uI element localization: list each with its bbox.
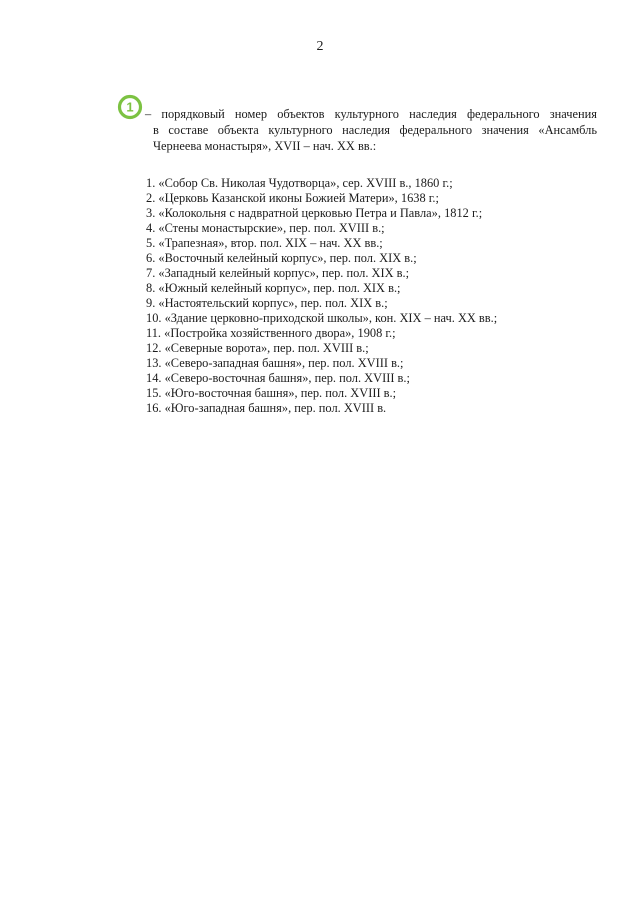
list-item: 6. «Восточный келейный корпус», пер. пол. XIX в.; xyxy=(146,251,417,265)
legend-line: Чернеева монастыря», XVII – нач. XX вв.: xyxy=(153,139,377,153)
legend-line: – порядковый номер объектов культурного наследия федерального значения xyxy=(145,107,597,121)
green-circle-number-icon xyxy=(117,94,143,120)
list-item: 1. «Собор Св. Николая Чудотворца», сер. XVIII в., 1860 г.; xyxy=(146,176,453,190)
list-item: 16. «Юго-западная башня», пер. пол. XVIII в. xyxy=(146,401,387,415)
list-item: 4. «Стены монастырские», пер. пол. XVIII в.; xyxy=(146,221,385,235)
list-item: 14. «Северо-восточная башня», пер. пол. XVIII в.; xyxy=(146,371,410,385)
list-item: 3. «Колокольня с надвратной церковью Петра и Павла», 1812 г.; xyxy=(146,206,483,220)
heritage-objects-list xyxy=(146,176,497,416)
legend-line: в составе объекта культурного наследия федерального значения «Ансамбль xyxy=(153,123,597,137)
list-item: 5. «Трапезная», втор. пол. XIX – нач. XX вв.; xyxy=(146,236,383,250)
list-item: 15. «Юго-восточная башня», пер. пол. XVIII в.; xyxy=(146,386,397,400)
list-item: 9. «Настоятельский корпус», пер. пол. XIX в.; xyxy=(146,296,388,310)
list-item: 7. «Западный келейный корпус», пер. пол. XIX в.; xyxy=(146,266,410,280)
marker-number: 1 xyxy=(126,99,134,115)
marker-legend xyxy=(145,106,597,154)
list-item: 8. «Южный келейный корпус», пер. пол. XIX в.; xyxy=(146,281,401,295)
list-item: 13. «Северо-западная башня», пер. пол. XVIII в.; xyxy=(146,356,404,370)
list-item: 11. «Постройка хозяйственного двора», 1908 г.; xyxy=(146,326,396,340)
list-item: 2. «Церковь Казанской иконы Божией Матери», 1638 г.; xyxy=(146,191,439,205)
page-number: 2 xyxy=(316,39,324,54)
list-item: 10. «Здание церковно-приходской школы», кон. XIX – нач. XX вв.; xyxy=(146,311,498,325)
list-item: 12. «Северные ворота», пер. пол. XVIII в.; xyxy=(146,341,369,355)
